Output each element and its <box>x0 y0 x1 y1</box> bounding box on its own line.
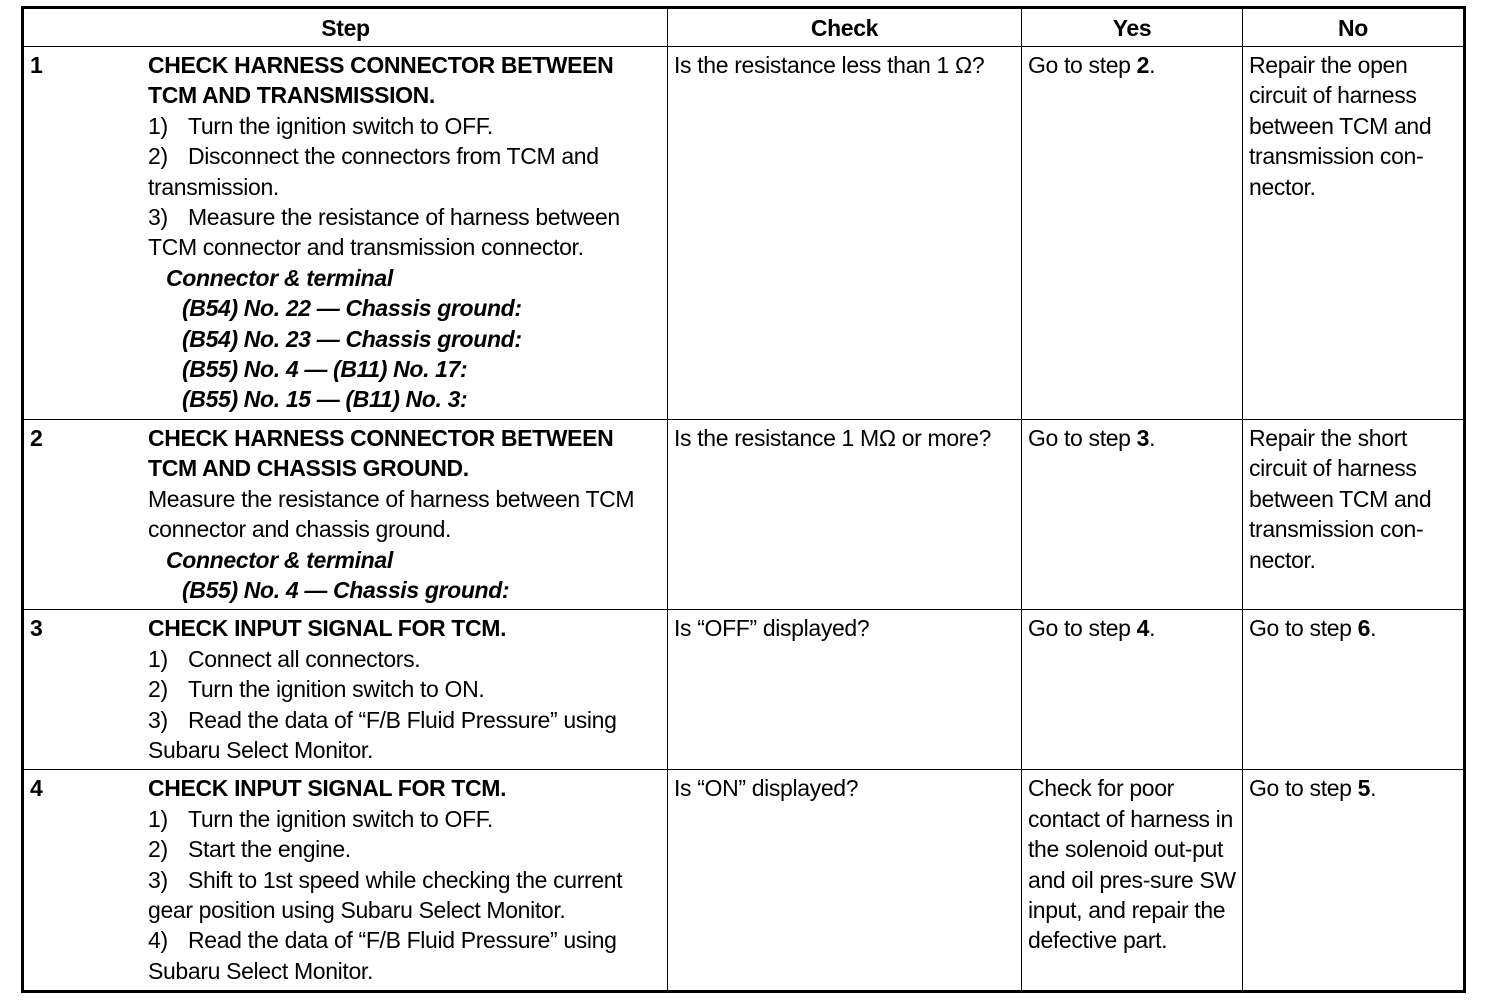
yes-step-ref: 4 <box>1136 615 1150 642</box>
substep <box>148 804 661 834</box>
header-check: Check <box>668 8 1022 47</box>
substep-index: 3) <box>148 706 168 733</box>
table-row <box>23 419 1465 609</box>
no-suffix: . <box>1370 775 1377 802</box>
yes-cell <box>1022 419 1243 609</box>
terminal-spec: (B55) No. 15 — (B11) No. 3: <box>182 386 468 413</box>
no-cell <box>1243 610 1465 770</box>
header-yes: Yes <box>1022 8 1243 47</box>
step-number: 2 <box>30 424 43 451</box>
table-body <box>23 47 1465 992</box>
substep <box>148 111 661 141</box>
table-row <box>23 47 1465 420</box>
substep-text: Disconnect the connectors from TCM and transmission. <box>148 143 599 200</box>
step-content <box>148 773 661 986</box>
substep-text: Measure the resistance of harness between TCM connector and transmission connector. <box>148 204 620 261</box>
step-title: CHECK INPUT SIGNAL FOR TCM. <box>148 775 507 802</box>
step-number: 1 <box>30 52 43 78</box>
check-cell: Is the resistance 1 MΩ or more? <box>668 419 1022 609</box>
substep-text: Read the data of “F/B Fluid Pressure” using Subaru Select Monitor. <box>148 706 617 763</box>
no-suffix: . <box>1370 615 1377 642</box>
no-text: Go to step <box>1249 615 1358 642</box>
no-step-ref: 5 <box>1357 775 1371 802</box>
yes-suffix: . <box>1149 615 1156 642</box>
step-title: CHECK HARNESS CONNECTOR BETWEEN TCM AND CHASSIS GROUND. <box>148 424 614 482</box>
terminal-spec: (B54) No. 23 — Chassis ground: <box>182 325 522 352</box>
no-text: Repair the short circuit of harness between TCM and transmission con-nector. <box>1249 424 1432 573</box>
step-title: CHECK HARNESS CONNECTOR BETWEEN TCM AND TRANSMISSION. <box>148 52 614 109</box>
yes-suffix: . <box>1149 52 1156 78</box>
yes-cell <box>1022 610 1243 770</box>
no-cell <box>1243 419 1465 609</box>
no-cell <box>1243 770 1465 992</box>
step-number: 3 <box>30 615 43 642</box>
yes-text: Go to step <box>1028 424 1137 451</box>
table-row <box>23 610 1465 770</box>
substep-index: 1) <box>148 645 168 672</box>
substep-text: Turn the ignition switch to ON. <box>188 676 485 703</box>
substep-index: 2) <box>148 676 168 703</box>
table-header-row <box>23 8 1465 47</box>
substep-text: Turn the ignition switch to OFF. <box>188 805 493 832</box>
step-number: 4 <box>30 775 43 802</box>
step-title: CHECK INPUT SIGNAL FOR TCM. <box>148 615 507 642</box>
substep <box>148 202 661 263</box>
substep-text: Shift to 1st speed while checking the current gear position using Subaru Select Monitor. <box>148 866 623 924</box>
substep-text: Connect all connectors. <box>188 645 421 672</box>
yes-text: Check for poor contact of harness in the solenoid out-put and oil pres-sure SW input, and repair the defective part. <box>1028 775 1236 954</box>
substep <box>148 141 661 202</box>
terminal-spec: (B55) No. 4 — Chassis ground: <box>182 576 510 603</box>
substep <box>148 644 661 674</box>
no-cell <box>1243 47 1465 420</box>
substep-index: 3) <box>148 204 168 231</box>
no-text: Repair the open circuit of harness between TCM and transmission con-nector. <box>1249 52 1432 200</box>
yes-text: Go to step <box>1028 615 1137 642</box>
connector-terminal-label: Connector & terminal <box>166 264 393 291</box>
connector-terminal-label: Connector & terminal <box>166 546 393 573</box>
yes-suffix: . <box>1149 424 1156 451</box>
header-step: Step <box>23 8 668 47</box>
check-cell: Is “OFF” displayed? <box>668 610 1022 770</box>
step-cell <box>23 770 668 992</box>
header-no: No <box>1243 8 1465 47</box>
substep <box>148 865 661 926</box>
terminal-spec: (B55) No. 4 — (B11) No. 17: <box>182 356 468 383</box>
step-instruction: Measure the resistance of harness between TCM connector and chassis ground. <box>148 485 635 543</box>
diagnostic-table <box>21 6 1466 993</box>
substep-index: 3) <box>148 866 168 893</box>
substep-index: 1) <box>148 112 168 139</box>
yes-text: Go to step <box>1028 52 1137 78</box>
no-step-ref: 6 <box>1357 615 1371 642</box>
substep-index: 4) <box>148 927 168 954</box>
substep-index: 1) <box>148 805 168 832</box>
substep <box>148 674 661 704</box>
yes-step-ref: 2 <box>1136 52 1150 78</box>
step-content <box>148 613 661 765</box>
substep-text: Start the engine. <box>188 836 351 863</box>
yes-step-ref: 3 <box>1136 424 1150 451</box>
substep-index: 2) <box>148 143 168 170</box>
step-content <box>148 423 661 605</box>
table-row <box>23 770 1465 992</box>
step-cell <box>23 47 668 420</box>
step-content <box>148 50 661 415</box>
diagnostic-table-container <box>21 6 1463 993</box>
check-cell: Is “ON” displayed? <box>668 770 1022 992</box>
substep-text: Read the data of “F/B Fluid Pressure” using Subaru Select Monitor. <box>148 927 617 984</box>
substep <box>148 705 661 766</box>
step-cell <box>23 419 668 609</box>
substep <box>148 925 661 986</box>
no-text: Go to step <box>1249 775 1358 802</box>
substep <box>148 834 661 864</box>
yes-cell <box>1022 770 1243 992</box>
yes-cell <box>1022 47 1243 420</box>
check-cell: Is the resistance less than 1 Ω? <box>668 47 1022 420</box>
substep-index: 2) <box>148 836 168 863</box>
terminal-spec: (B54) No. 22 — Chassis ground: <box>182 295 522 322</box>
substep-text: Turn the ignition switch to OFF. <box>188 112 493 139</box>
step-cell <box>23 610 668 770</box>
